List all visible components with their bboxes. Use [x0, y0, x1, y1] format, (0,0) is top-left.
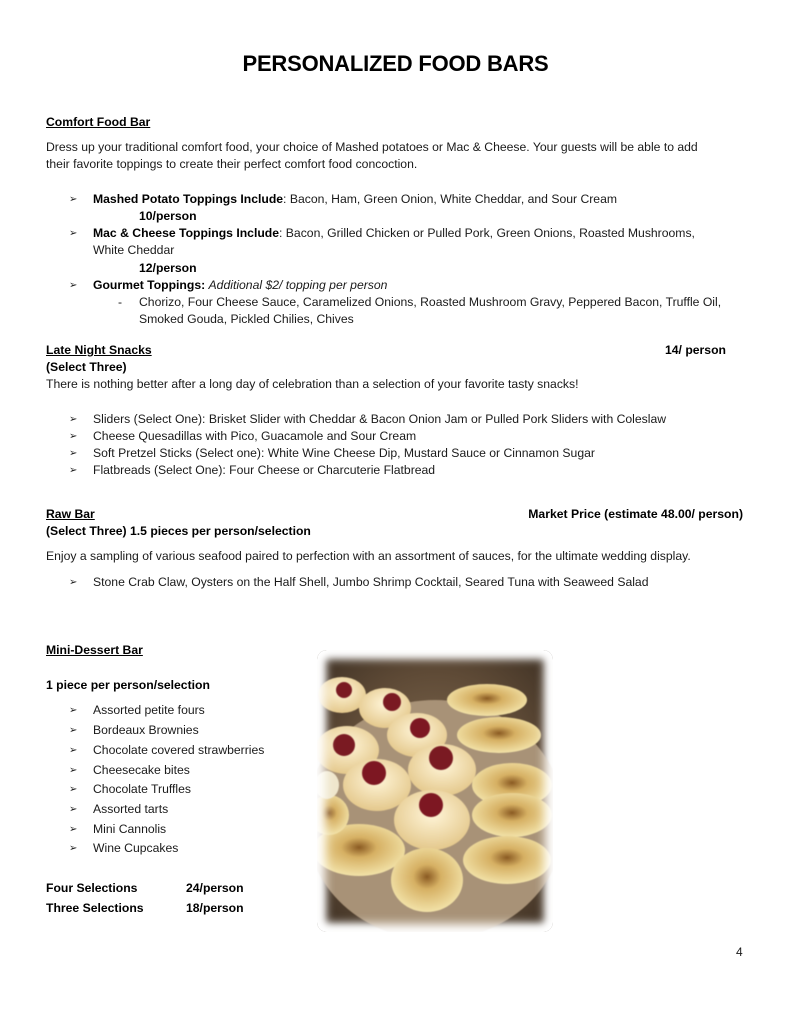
mac-cheese-price: 12/person	[139, 261, 197, 275]
dessert-item	[69, 821, 166, 838]
photo-soft-edge	[317, 650, 553, 932]
dessert-item	[69, 840, 178, 857]
dessert-item-text: Chocolate covered strawberries	[93, 743, 265, 757]
raw-bar-select-note: (Select Three) 1.5 pieces per person/selection	[46, 524, 311, 538]
dessert-item-text: Assorted petite fours	[93, 703, 205, 717]
arrow-bullet-icon: ➢	[69, 431, 78, 442]
gourmet-toppings-note: Additional $2/ topping per person	[208, 278, 388, 292]
comfort-food-bar-heading: Comfort Food Bar	[46, 115, 151, 129]
dessert-photo	[317, 650, 553, 932]
dessert-item	[69, 702, 205, 719]
comfort-description-line-2: their favorite toppings to create their perfect comfort food concoction.	[46, 157, 418, 171]
dessert-item	[69, 781, 191, 798]
late-night-item-text: Sliders (Select One): Brisket Slider with Cheddar & Bacon Onion Jam or Pulled Pork Sliders with Coleslaw	[93, 412, 667, 426]
dessert-item-text: Bordeaux Brownies	[93, 723, 199, 737]
mac-cheese-item	[69, 225, 695, 242]
arrow-bullet-icon: ➢	[69, 843, 78, 854]
mashed-potato-toppings: : Bacon, Ham, Green Onion, White Cheddar, and Sour Cream	[283, 192, 618, 206]
raw-bar-item-text: Stone Crab Claw, Oysters on the Half Shell, Jumbo Shrimp Cocktail, Seared Tuna with Seaweed Salad	[93, 575, 649, 589]
arrow-bullet-icon: ➢	[69, 804, 78, 815]
page-title: PERSONALIZED FOOD BARS	[242, 51, 549, 76]
late-night-select-note: (Select Three)	[46, 360, 127, 374]
raw-bar-heading: Raw Bar	[46, 507, 95, 521]
arrow-bullet-icon: ➢	[69, 465, 78, 476]
late-night-item-text: Soft Pretzel Sticks (Select one): White Wine Cheese Dip, Mustard Sauce or Cinnamon Sugar	[93, 446, 595, 460]
dessert-item-text: Mini Cannolis	[93, 822, 167, 836]
page-number: 4	[736, 945, 743, 959]
arrow-bullet-icon: ➢	[69, 280, 78, 291]
dash-bullet: -	[118, 295, 123, 309]
arrow-bullet-icon: ➢	[69, 725, 78, 736]
dessert-item-text: Chocolate Truffles	[93, 782, 192, 796]
gourmet-toppings-list-line-1: Chorizo, Four Cheese Sauce, Caramelized Onions, Roasted Mushroom Gravy, Peppered Bacon, Truffle Oil,	[139, 295, 722, 309]
arrow-bullet-icon: ➢	[69, 577, 78, 588]
mashed-potato-price: 10/person	[139, 209, 197, 223]
arrow-bullet-icon: ➢	[69, 194, 78, 205]
raw-bar-description: Enjoy a sampling of various seafood paired to perfection with an assortment of sauces, for the ultimate wedding display.	[46, 549, 691, 563]
mashed-potato-label: Mashed Potato Toppings Include	[93, 192, 284, 206]
arrow-bullet-icon: ➢	[69, 228, 78, 239]
arrow-bullet-icon: ➢	[69, 448, 78, 459]
late-night-item-text: Cheese Quesadillas with Pico, Guacamole and Sour Cream	[93, 429, 417, 443]
late-night-item-text: Flatbreads (Select One): Four Cheese or Charcuterie Flatbread	[93, 463, 436, 477]
arrow-bullet-icon: ➢	[69, 824, 78, 835]
dessert-item	[69, 722, 199, 739]
arrow-bullet-icon: ➢	[69, 414, 78, 425]
three-selections-price: 18/person	[186, 901, 244, 915]
dessert-subheading: 1 piece per person/selection	[46, 678, 210, 692]
comfort-description-line-1: Dress up your traditional comfort food, your choice of Mashed potatoes or Mac & Cheese. Your guests will be able to add	[46, 140, 698, 154]
dessert-item-text: Cheesecake bites	[93, 763, 190, 777]
arrow-bullet-icon: ➢	[69, 745, 78, 756]
late-night-item	[69, 428, 416, 445]
dessert-item	[69, 742, 264, 759]
mac-cheese-toppings: : Bacon, Grilled Chicken or Pulled Pork, Green Onions, Roasted Mushrooms,	[279, 226, 695, 240]
dessert-item	[69, 762, 190, 779]
gourmet-toppings-list-line-2: Smoked Gouda, Pickled Chilies, Chives	[139, 312, 354, 326]
late-night-item	[69, 462, 435, 479]
late-night-snacks-heading: Late Night Snacks	[46, 343, 152, 357]
late-night-snacks-price: 14/ person	[665, 343, 726, 357]
late-night-item	[69, 445, 595, 462]
dessert-item	[69, 801, 168, 818]
mashed-potato-item	[69, 191, 617, 208]
gourmet-toppings-item	[69, 277, 387, 294]
arrow-bullet-icon: ➢	[69, 705, 78, 716]
four-selections-label: Four Selections	[46, 881, 138, 895]
three-selections-label: Three Selections	[46, 901, 144, 915]
mac-cheese-label: Mac & Cheese Toppings Include	[93, 226, 280, 240]
late-night-description: There is nothing better after a long day of celebration than a selection of your favorite tasty snacks!	[46, 377, 579, 391]
raw-bar-item	[69, 574, 649, 591]
arrow-bullet-icon: ➢	[69, 765, 78, 776]
dessert-item-text: Wine Cupcakes	[93, 841, 179, 855]
four-selections-price: 24/person	[186, 881, 244, 895]
late-night-item	[69, 411, 666, 428]
gourmet-toppings-label: Gourmet Toppings:	[93, 278, 206, 292]
raw-bar-price: Market Price (estimate 48.00/ person)	[528, 507, 743, 521]
mini-dessert-bar-heading: Mini-Dessert Bar	[46, 643, 143, 657]
dessert-item-text: Assorted tarts	[93, 802, 169, 816]
mac-cheese-toppings-line-2: White Cheddar	[93, 243, 175, 257]
arrow-bullet-icon: ➢	[69, 784, 78, 795]
